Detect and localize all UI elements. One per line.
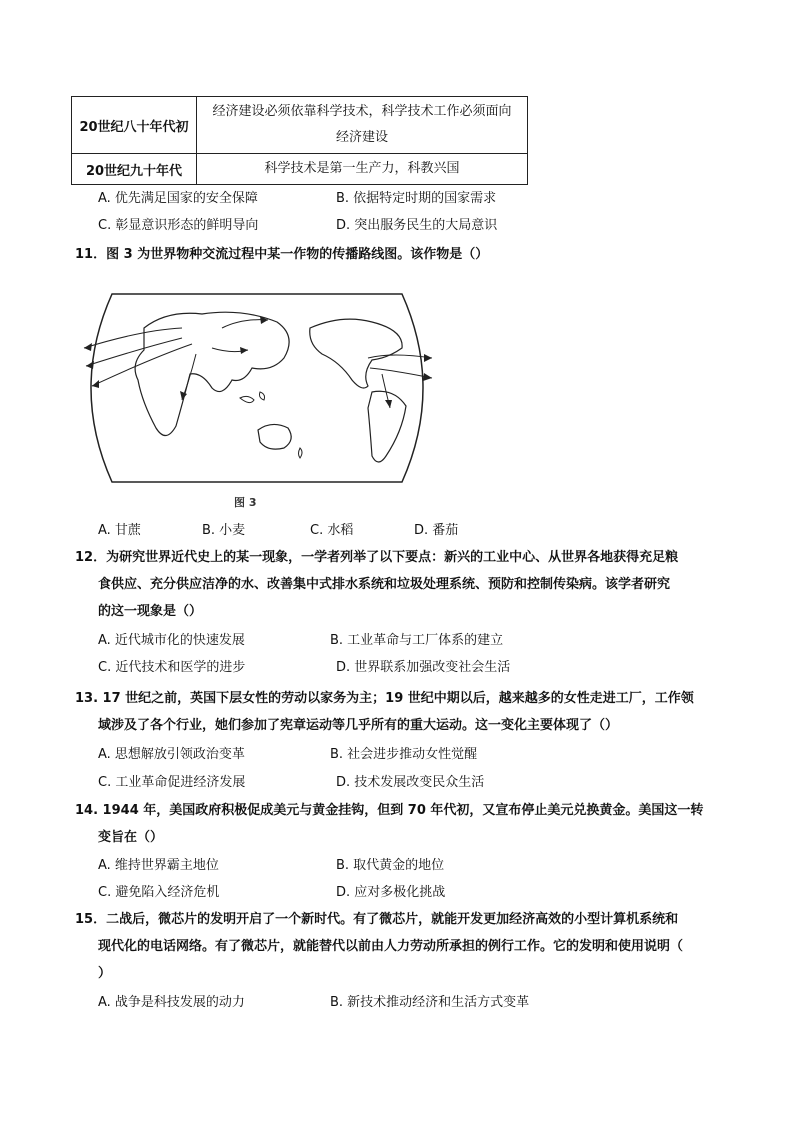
table-cell-era: 20世纪八十年代初 bbox=[72, 97, 197, 154]
option-b: B. 工业革命与工厂体系的建立 bbox=[330, 633, 504, 648]
figure-caption: 图 3 bbox=[234, 496, 257, 509]
world-map-figure bbox=[72, 288, 442, 488]
option-c: C. 近代技术和医学的进步 bbox=[98, 660, 246, 675]
option-c: C. 彰显意识形态的鲜明导向 bbox=[98, 218, 259, 233]
option-d: D. 突出服务民生的大局意识 bbox=[336, 218, 498, 233]
option-b: B. 社会进步推动女性觉醒 bbox=[330, 747, 478, 762]
question-12-line: 12．为研究世界近代史上的某一现象，一学者列举了以下要点：新兴的工业中心、从世界各地获得充足粮 bbox=[75, 550, 679, 565]
option-c: C. 避免陷入经济危机 bbox=[98, 885, 220, 900]
option-b: B. 取代黄金的地位 bbox=[336, 858, 445, 873]
content-line: 经济建设必须依靠科学技术，科学技术工作必须面向 bbox=[212, 104, 512, 119]
question-15-line: ） bbox=[98, 966, 112, 981]
table-cell-content bbox=[197, 97, 528, 154]
option-a: A. 甘蔗 bbox=[98, 523, 141, 538]
option-d: D. 番茄 bbox=[414, 523, 459, 538]
option-c: C. 工业革命促进经济发展 bbox=[98, 775, 246, 790]
option-d: D. 世界联系加强改变社会生活 bbox=[336, 660, 511, 675]
question-13-line: 域涉及了各个行业，她们参加了宪章运动等几乎所有的重大运动。这一变化主要体现了（） bbox=[98, 718, 619, 733]
table-cell-content: 科学技术是第一生产力，科教兴国 bbox=[197, 154, 528, 185]
content-line: 经济建设 bbox=[335, 130, 388, 145]
question-14-line: 变旨在（） bbox=[98, 830, 164, 845]
table-row bbox=[72, 97, 528, 154]
option-a: A. 优先满足国家的安全保障 bbox=[98, 191, 258, 206]
option-b: B. 小麦 bbox=[202, 523, 246, 538]
table-cell-era: 20世纪九十年代 bbox=[72, 154, 197, 185]
policy-table bbox=[71, 96, 528, 185]
question-15-line: 现代化的电话网络。有了微芯片，就能替代以前由人力劳动所承担的例行工作。它的发明和使用说明（ bbox=[98, 939, 684, 954]
question-11-stem: 11．图 3 为世界物种交流过程中某一作物的传播路线图。该作物是（） bbox=[75, 247, 489, 262]
question-13-line: 13. 17 世纪之前，英国下层女性的劳动以家务为主；19 世纪中期以后，越来越多的女性走进工厂，工作领 bbox=[75, 691, 694, 706]
option-a: A. 近代城市化的快速发展 bbox=[98, 633, 245, 648]
option-d: D. 应对多极化挑战 bbox=[336, 885, 446, 900]
option-a: A. 战争是科技发展的动力 bbox=[98, 995, 245, 1010]
question-14-line: 14. 1944 年，美国政府积极促成美元与黄金挂钩，但到 70 年代初，又宣布停止美元兑换黄金。美国这一转 bbox=[75, 803, 704, 818]
option-b: B. 依据特定时期的国家需求 bbox=[336, 191, 497, 206]
table-row bbox=[72, 154, 528, 185]
option-a: A. 思想解放引领政治变革 bbox=[98, 747, 245, 762]
question-12-line: 的这一现象是（） bbox=[98, 604, 203, 619]
option-d: D. 技术发展改变民众生活 bbox=[336, 775, 485, 790]
option-c: C. 水稻 bbox=[310, 523, 354, 538]
question-15-line: 15．二战后，微芯片的发明开启了一个新时代。有了微芯片，就能开发更加经济高效的小型计算机系统和 bbox=[75, 912, 679, 927]
option-b: B. 新技术推动经济和生活方式变革 bbox=[330, 995, 530, 1010]
option-a: A. 维持世界霸主地位 bbox=[98, 858, 219, 873]
question-12-line: 食供应、充分供应洁净的水、改善集中式排水系统和垃圾处理系统、预防和控制传染病。该学者研究 bbox=[98, 577, 671, 592]
